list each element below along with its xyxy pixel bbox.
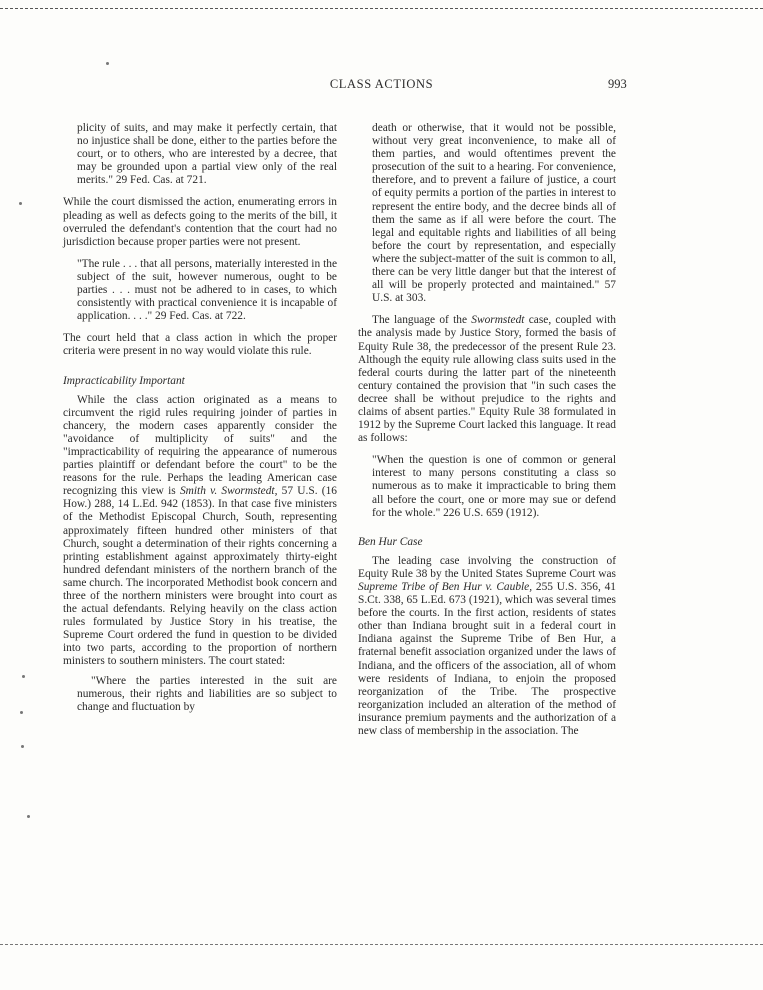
running-header: CLASS ACTIONS <box>329 77 434 91</box>
top-scan-border <box>0 8 763 9</box>
case-name: Smith v. Swormstedt, <box>179 485 278 498</box>
section-heading: Impracticability Important <box>63 374 185 387</box>
paragraph-text: The leading case involving the construction of Equity Rule 38 by the United States Supreme Court was <box>358 554 616 580</box>
scan-speck <box>27 815 30 818</box>
scan-speck <box>20 711 23 714</box>
paragraph-text: 255 U.S. 356, 41 S.Ct. 338, 65 L.Ed. 673 (1921), which was several times before the courts. In the first action, residents of states other than Indiana brought suit in a federal court in Indiana against the Supreme Tribe of Ben Hur, a fraternal benefit association organized under the laws of Indiana, and the officers of the association, all of whom were residents of Indiana, to enjoin the proposed reorganization of the Tribe. The prospective reorganization included an alteration of the method of insurance premium payments and the authorization of a new class of membership in the association. The <box>358 581 617 738</box>
case-name: Supreme Tribe of Ben Hur v. Cauble, <box>358 581 533 593</box>
quote-block: death or otherwise, that it would not be possible, without very great inconvenience, to make all of them parties, and would oftentimes prevent the prosecution of the suit to a hearing. For convenience, therefore, and to prevent a failure of justice, a court of equity permits a portion of the parties in interest to represent the entire body, and the decree binds all of them the same as if all were before the court. The legal and equitable rights and liabilities of all being before the court by representation, and especially where the subject-matter of the suit is common to all, there can be very little danger but that the interest of all will be properly protected and maintained." 57 U.S. at 303. <box>372 122 616 305</box>
paragraph: The court held that a class action in which the proper criteria were present in no way would violate this rule. <box>63 332 337 358</box>
scan-speck <box>19 202 22 205</box>
paragraph-text: 57 U.S. (16 How.) 288, 14 L.Ed. 942 (1853). In that case five ministers of the Methodist Episcopal Church, South, representing approximately fifteen hundred other ministers of that Church, sought a determination of their rights concerning a printing establishment against approximately thirty-eight hundred defendant ministers of the northern branch of the same church. The incorporated Methodist book concern and three of the northern ministers were brought into court as the actual defendants. Relying heavily on the class action rules formulated by Justice Story in his treatise, the Supreme Court ordered the fund in question to be divided into two parts, according to the proportion of northern ministers to southern ministers. The court stated: <box>63 485 337 668</box>
scan-speck <box>22 675 25 678</box>
paragraph-text: The language of the <box>372 314 472 327</box>
left-column <box>63 122 337 714</box>
scan-speck <box>106 62 109 65</box>
scan-speck <box>21 745 24 748</box>
quote-block: "Where the parties interested in the suit are numerous, their rights and liabilities are so subject to change and fluctuation by <box>77 674 337 713</box>
section-heading: Ben Hur Case <box>358 535 423 548</box>
paragraph <box>358 555 616 738</box>
quote-block: plicity of suits, and may make it perfectly certain, that no injustice shall be done, either to the parties before the court, or to others, who are interested by a decree, that may be grounded upon a partial view only of the real merits." 29 Fed. Cas. at 721. <box>77 122 337 187</box>
case-name: Swormstedt <box>471 314 525 327</box>
paragraph <box>358 314 616 445</box>
bottom-scan-border <box>0 944 763 945</box>
paragraph <box>63 394 337 669</box>
paragraph-text: case, coupled with the analysis made by Justice Story, formed the basis of Equity Rule 38, the predecessor of the present Rule 23. Although the equity rule allowing class suits used in the federal courts during the latter part of the nineteenth century contained the provision that "in such cases the decree shall be without prejudice to the rights and claims of absent parties." Equity Rule 38 formulated in 1912 by the Supreme Court lacked this language. It read as follows: <box>358 314 616 445</box>
paragraph: While the court dismissed the action, enumerating errors in pleading as well as defects going to the merits of the bill, it overruled the defendant's contention that the court had no jurisdiction because proper parties were not present. <box>63 196 337 248</box>
quote-block: "The rule . . . that all persons, materially interested in the subject of the suit, however numerous, ought to be parties . . . must not be adhered to in cases, to which consistently with practical convenience it is incapable of application. . . ." 29 Fed. Cas. at 722. <box>77 257 337 323</box>
right-column <box>358 122 616 738</box>
paragraph-text: While the class action originated as a means to circumvent the rigid rules requiring joinder of parties in chancery, the modern cases apparently consider the "avoidance of multiplicity of suits" and the "impracticability of requiring the appearance of numerous parties plaintiff or defendant before the court" to be the reasons for the rule. Perhaps the leading American case recognizing this view is <box>63 393 337 498</box>
page-number: 993 <box>608 77 627 91</box>
quote-block: "When the question is one of common or general interest to many persons constituting a class so numerous as to make it impracticable to bring them all before the court, one or more may sue or defend for the whole." 226 U.S. 659 (1912). <box>372 454 616 519</box>
